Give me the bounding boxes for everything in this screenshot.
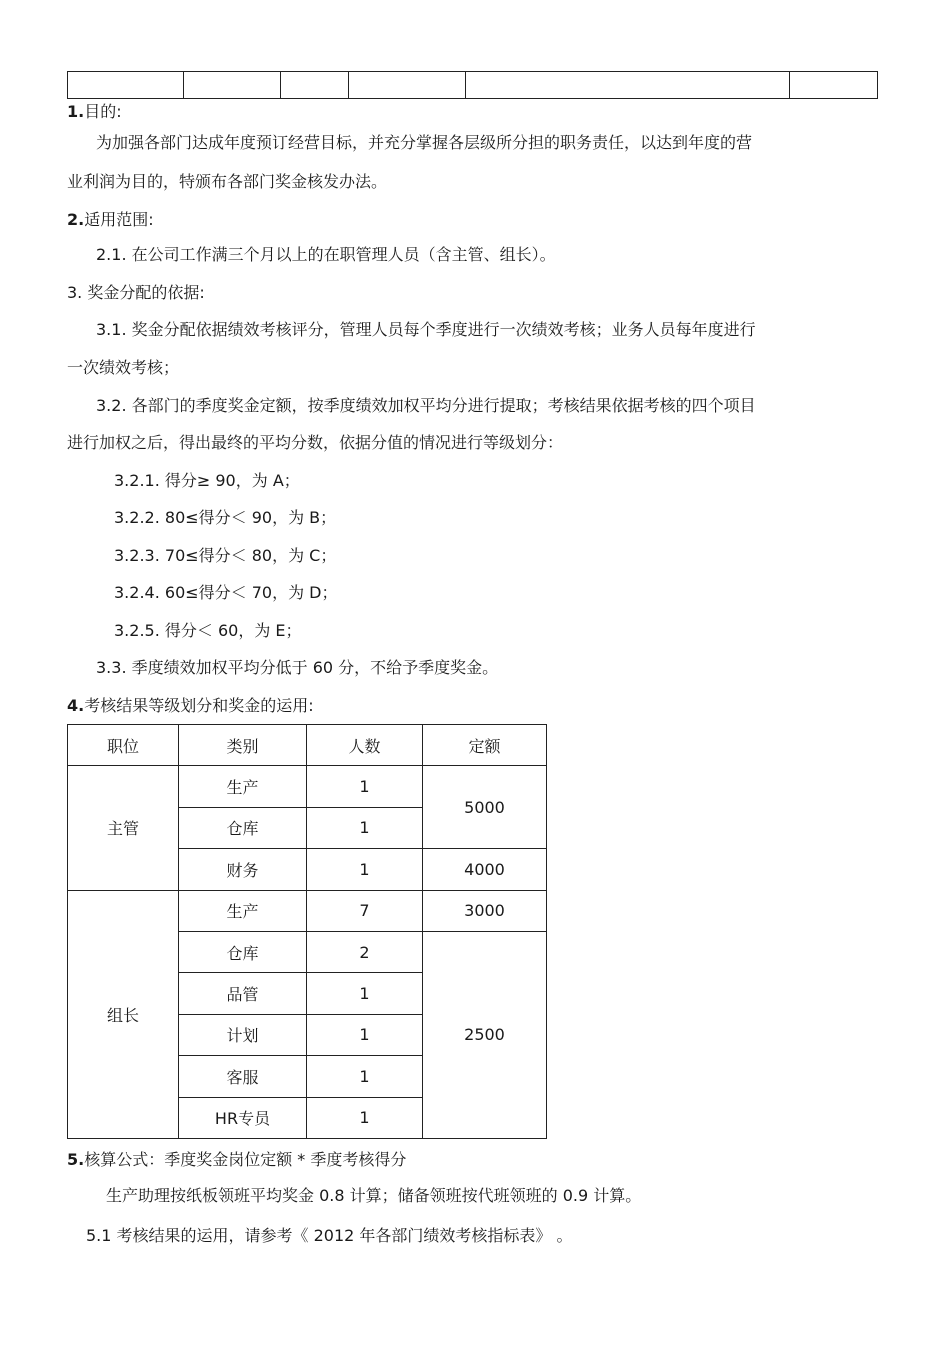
section-1-heading: [67, 102, 122, 122]
column-header: 定额: [423, 725, 547, 766]
section-number: 4.: [67, 696, 85, 715]
grade-rule: 3.2.3. 70≤得分＜ 80，为 C；: [114, 546, 337, 565]
count-cell: 1: [307, 849, 423, 890]
item-3-2-line: 进行加权之后，得出最终的平均分数，依据分值的情况进行等级划分：: [67, 433, 564, 452]
category-cell: 生产: [179, 890, 307, 931]
item-5-1: 5.1 考核结果的运用，请参考《 2012 年各部门绩效考核指标表》 。: [86, 1226, 573, 1245]
count-cell: 1: [307, 807, 423, 848]
grade-rule: 3.2.1. 得分≥ 90，为 A；: [114, 471, 300, 490]
section-title: 目的:: [84, 102, 122, 121]
category-cell: 生产: [179, 766, 307, 807]
column-header: 类别: [179, 725, 307, 766]
position-cell: 组长: [68, 890, 179, 1138]
section-number: 2.: [67, 210, 85, 229]
section-1-paragraph-line: 为加强各部门达成年度预订经营目标，并充分掌握各层级所分担的职务责任，以达到年度的营: [96, 133, 753, 152]
section-number: 1.: [67, 102, 85, 121]
count-cell: 1: [307, 973, 423, 1014]
grade-rule: 3.2.5. 得分＜ 60，为 E；: [114, 621, 302, 640]
bonus-quota-table: [67, 724, 547, 1139]
count-cell: 1: [307, 1097, 423, 1138]
header-cell: [281, 72, 349, 99]
section-2-heading: [67, 210, 154, 230]
section-5-heading: [67, 1150, 406, 1170]
header-cell: [790, 72, 878, 99]
header-cell: [466, 72, 790, 99]
header-cell: [349, 72, 466, 99]
section-title: 考核结果等级划分和奖金的运用:: [84, 696, 314, 715]
quota-cell: 3000: [423, 890, 547, 931]
section-5-note: 生产助理按纸板领班平均奖金 0.8 计算；储备领班按代班领班的 0.9 计算。: [106, 1186, 642, 1205]
column-header: 人数: [307, 725, 423, 766]
category-cell: 财务: [179, 849, 307, 890]
column-header: 职位: [68, 725, 179, 766]
count-cell: 7: [307, 890, 423, 931]
category-cell: 计划: [179, 1014, 307, 1055]
section-3-heading: 3. 奖金分配的依据:: [67, 283, 205, 302]
item-3-2-line: 3.2. 各部门的季度奖金定额，按季度绩效加权平均分进行提取；考核结果依据考核的四个项目: [96, 396, 756, 415]
category-cell: 仓库: [179, 807, 307, 848]
count-cell: 1: [307, 1014, 423, 1055]
count-cell: 1: [307, 1056, 423, 1097]
quota-cell: 5000: [423, 766, 547, 849]
quota-cell: 2500: [423, 931, 547, 1138]
item-3-3: 3.3. 季度绩效加权平均分低于 60 分，不给予季度奖金。: [96, 658, 499, 677]
grade-rule: 3.2.2. 80≤得分＜ 90，为 B；: [114, 508, 337, 527]
section-title: 适用范围:: [84, 210, 154, 229]
table-header-row: [68, 725, 547, 766]
grade-rule: 3.2.4. 60≤得分＜ 70，为 D；: [114, 583, 338, 602]
count-cell: 2: [307, 931, 423, 972]
item-3-1-line: 3.1. 奖金分配依据绩效考核评分，管理人员每个季度进行一次绩效考核；业务人员每年度进行: [96, 320, 756, 339]
item-2-1: 2.1. 在公司工作满三个月以上的在职管理人员（含主管、组长）。: [96, 245, 556, 264]
category-cell: HR专员: [179, 1097, 307, 1138]
header-table: [67, 71, 878, 99]
section-number: 5.: [67, 1150, 85, 1169]
table-row: [68, 766, 547, 807]
category-cell: 仓库: [179, 931, 307, 972]
category-cell: 品管: [179, 973, 307, 1014]
section-4-heading: [67, 696, 314, 716]
item-3-1-line: 一次绩效考核；: [67, 358, 180, 377]
category-cell: 客服: [179, 1056, 307, 1097]
table-row: [68, 890, 547, 931]
section-1-paragraph-line: 业利润为目的，特颁布各部门奖金核发办法。: [67, 172, 388, 191]
header-cell: [68, 72, 184, 99]
quota-cell: 4000: [423, 849, 547, 890]
position-cell: 主管: [68, 766, 179, 890]
section-title: 核算公式：季度奖金岗位定额 * 季度考核得分: [84, 1150, 407, 1169]
count-cell: 1: [307, 766, 423, 807]
header-cell: [184, 72, 281, 99]
